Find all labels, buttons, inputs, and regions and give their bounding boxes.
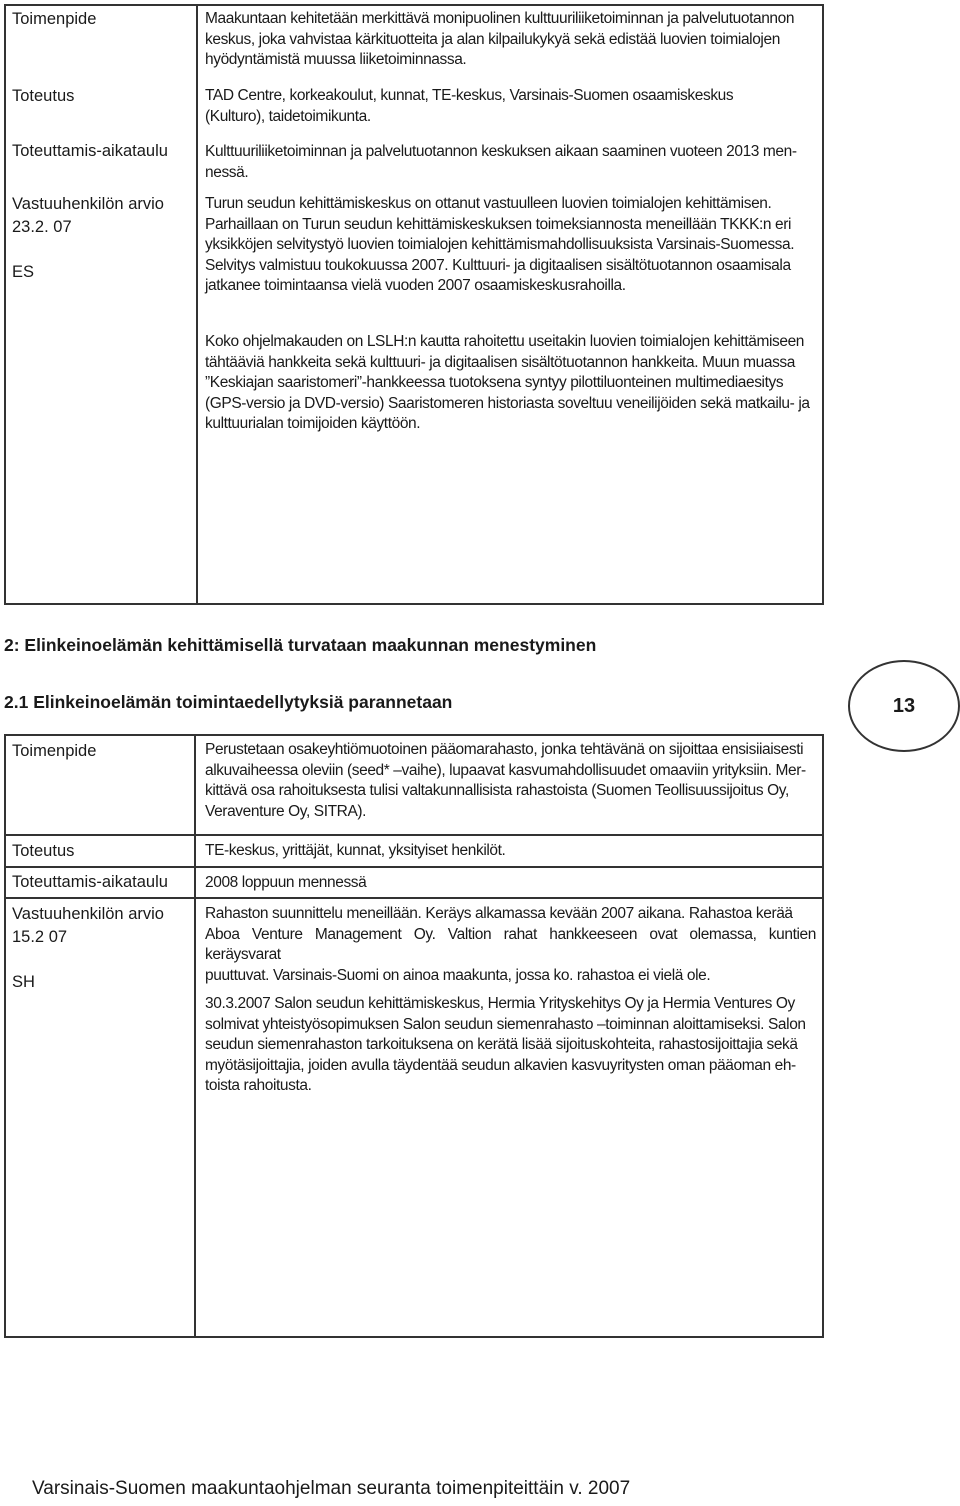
aikataulu-text-1 — [205, 142, 816, 183]
arvio-text-2 — [205, 904, 816, 986]
text-line: seudun siemenrahaston tarkoituksena on kerätä lisää sijoituskohteita, rahastosijoittajia sekä — [205, 1036, 798, 1053]
toteutus-text-2 — [205, 841, 816, 862]
text-line: puuttuvat. Varsinais-Suomi on ainoa maakunta, jossa ko. rahastoa ei vielä ole. — [205, 966, 711, 984]
text-line: myötäsijoittajia, joiden avulla täydentää seudun alkavien kasvuyritysten oman pääoman eh- — [205, 1056, 796, 1074]
text-line: TE-keskus, yrittäjät, kunnat, yksityiset henkilöt. — [205, 842, 506, 859]
text-line: 30.3.2007 Salon seudun kehittämiskeskus, Hermia Yrityskehitys Oy ja Hermia Ventures Oy — [205, 995, 795, 1012]
label-arvio-person: ES — [12, 263, 35, 281]
page-footer: Varsinais-Suomen maakuntaohjelman seuranta toimenpiteittäin v. 2007 — [32, 1478, 631, 1499]
text-line: tähtääviä hankkeita sekä kulttuuri- ja digitaalisen sisältötuotannon hankkeita. Muun muassa — [205, 353, 796, 371]
label-aikataulu: Toteuttamis-aikataulu — [12, 142, 168, 160]
label-arvio-person: SH — [12, 973, 35, 991]
text-line: Perustetaan osakeyhtiömuotoinen pääomarahasto, jonka tehtävänä on sijoittaa ensisiiaisesti — [205, 741, 804, 758]
row-divider — [4, 834, 824, 836]
label-arvio-date: 23.2. 07 — [12, 218, 72, 236]
text-line: Selvitys valmistuu toukokuussa 2007. Kulttuuri- ja digitaalisen sisältötuotannon osaamisala — [205, 256, 791, 274]
text-line: Turun seudun kehittämiskeskus on ottanut vastuulleen luovien toimialojen kehittämisen. — [205, 195, 772, 212]
text-line: Koko ohjelmakauden on LSLH:n kautta rahoitettu useitakin luovien toimialojen kehittämiseen — [205, 333, 805, 350]
column-divider — [194, 734, 196, 1338]
text-line: Kulttuuriliiketoiminnan ja palvelutuotannon keskuksen aikaan saaminen vuoteen 2013 men- — [205, 143, 797, 160]
label-toteutus: Toteutus — [12, 87, 75, 105]
text-line: hyödyntämistä muussa liiketoiminnassa. — [205, 51, 467, 68]
toteutus-text-1 — [205, 86, 816, 127]
toimenpide-text-1 — [205, 9, 816, 71]
page-number-badge — [848, 660, 960, 752]
text-line: Parhaillaan on Turun seudun kehittämiskeskuksen toimeksiannosta meneillään TKKK:n eri — [205, 215, 792, 233]
page-number: 13 — [892, 694, 916, 717]
text-line: jatkanee toimintaansa vielä vuoden 2007 osaamiskeskusrahoilla. — [205, 277, 626, 294]
label-toimenpide: Toimenpide — [12, 10, 97, 28]
arvio-text-1 — [205, 194, 816, 297]
row-divider — [4, 866, 824, 868]
arvio-text-1b — [205, 332, 816, 435]
text-line: Maakuntaan kehitetään merkittävä monipuolinen kulttuuriliiketoiminnan ja palvelutuotannon — [205, 10, 795, 27]
text-line: ”Keskiajan saaristomeri”-hankkeessa tuotoksena syntyy pilottiluonteinen multimediaesitys — [205, 374, 784, 391]
text-line: Aboa Venture Management Oy. Valtion rahat hankkeeseen ovat olemassa, kuntien keräysvarat — [205, 925, 816, 963]
text-line: Rahaston suunnittelu meneillään. Keräys alkamassa kevään 2007 aikana. Rahastoa kerää — [205, 905, 793, 922]
row-divider — [4, 897, 824, 899]
text-line: yksikköjen selvitystyö luovien toimialojen kehittämismahdollisuuksista Varsinais-Suomessa. — [205, 236, 795, 253]
text-line: 2008 loppuun mennessä — [205, 874, 367, 891]
label-toteutus: Toteutus — [12, 842, 75, 860]
label-arvio: Vastuuhenkilön arvio — [12, 195, 164, 213]
column-divider — [196, 6, 198, 603]
text-line: TAD Centre, korkeakoulut, kunnat, TE-keskus, Varsinais-Suomen osaamiskeskus — [205, 87, 734, 104]
text-line: toista rahoitusta. — [205, 1077, 312, 1094]
label-toimenpide: Toimenpide — [12, 742, 97, 760]
label-aikataulu: Toteuttamis-aikataulu — [12, 873, 168, 891]
label-arvio-date: 15.2 07 — [12, 928, 68, 946]
text-line: (Kulturo), taidetoimikunta. — [205, 107, 371, 125]
text-line: nessä. — [205, 163, 249, 181]
aikataulu-text-2 — [205, 873, 816, 894]
text-line: Veraventure Oy, SITRA). — [205, 802, 367, 820]
text-line: kittävä osa rahoituksesta tulisi valtakunnallisista rahastoista (Suomen Teollisuussijoitus Oy, — [205, 782, 789, 799]
text-line: kulttuurialan toimijoiden käyttöön. — [205, 415, 421, 432]
arvio-text-2b — [205, 994, 816, 1097]
text-line: (GPS-versio ja DVD-versio) Saaristomeren historiasta soveltuu veneilijöiden sekä matkailu- ja — [205, 394, 810, 412]
text-line: alkuvaiheessa oleviin (seed* –vaihe), lupaavat kasvumahdollisuudet omaaviin yrityksiin. Mer- — [205, 761, 806, 779]
section-heading: 2: Elinkeinoelämän kehittämisellä turvataan maakunnan menestyminen — [4, 635, 597, 655]
label-arvio: Vastuuhenkilön arvio — [12, 905, 164, 923]
text-line: solmivat yhteistyösopimuksen Salon seudun siemenrahasto –toiminnan aloittamiseksi. Salon — [205, 1015, 806, 1033]
subsection-heading: 2.1 Elinkeinoelämän toimintaedellytyksiä parannetaan — [4, 692, 453, 712]
toimenpide-text-2 — [205, 740, 816, 822]
text-line: keskus, joka vahvistaa kärkituotteita ja alan kilpailukykyä sekä edistää luovien toimialojen — [205, 30, 780, 48]
